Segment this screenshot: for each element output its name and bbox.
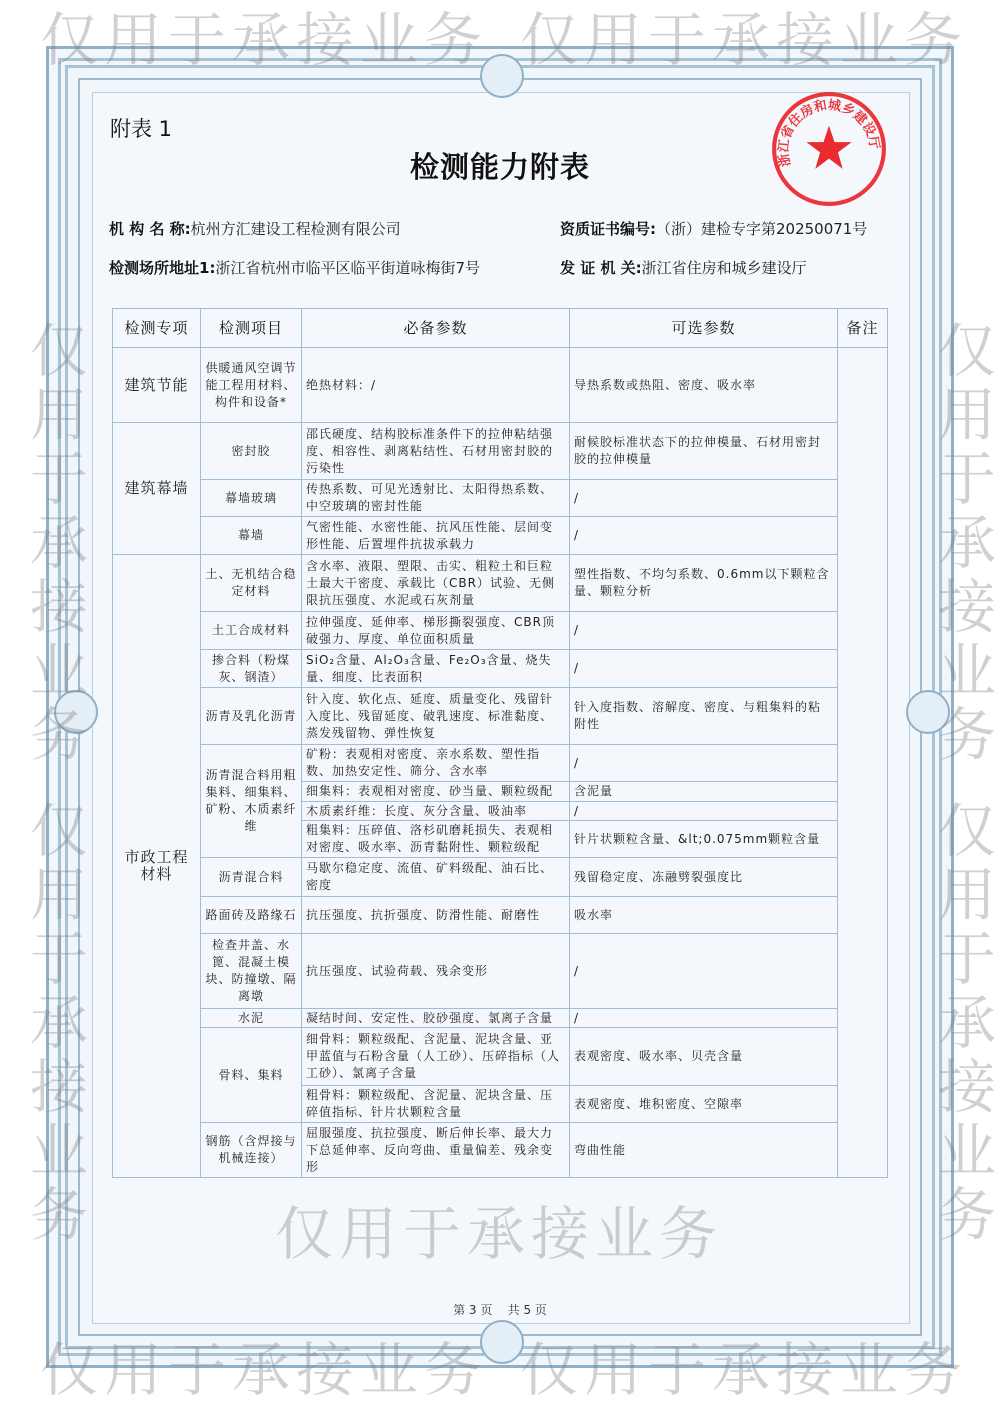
table-row xyxy=(113,480,888,517)
cert-number xyxy=(560,218,867,239)
optional-params-cell: / xyxy=(570,517,838,555)
col-header-optional: 可选参数 xyxy=(570,309,838,348)
required-params-cell: 马歇尔稳定度、流值、矿料级配、油石比、密度 xyxy=(302,858,570,897)
watermark-text: 仅用于承接业务 xyxy=(40,6,489,74)
table-header xyxy=(113,309,888,348)
required-params-cell: 粗集料：压碎值、洛杉矶磨耗损失、表观相对密度、吸水率、沥青黏附性、颗粒级配 xyxy=(302,821,570,858)
required-params-cell: 绝热材料：/ xyxy=(302,348,570,423)
required-params-cell: 拉伸强度、延伸率、梯形撕裂强度、CBR顶破强力、厚度、单位面积质量 xyxy=(302,612,570,650)
item-cell: 供暖通风空调节能工程用材料、构件和设备* xyxy=(201,348,302,423)
watermark-text: 仅用于承接业务 xyxy=(20,320,88,768)
org-value: 杭州方汇建设工程检测有限公司 xyxy=(190,220,401,238)
ornament-icon xyxy=(480,1320,524,1364)
item-cell: 钢筋（含焊接与机械连接） xyxy=(201,1123,302,1178)
capability-table xyxy=(112,308,888,1178)
table-row xyxy=(113,650,888,688)
table-row xyxy=(113,934,888,1009)
optional-params-cell: 残留稳定度、冻融劈裂强度比 xyxy=(570,858,838,897)
watermark-text: 仅用于承接业务 xyxy=(520,6,969,74)
org-name xyxy=(109,218,401,239)
item-cell: 路面砖及路缘石 xyxy=(201,897,302,934)
required-params-cell: 邵氏硬度、结构胶标准条件下的拉伸粘结强度、相容性、剥离粘结性、石材用密封胶的污染性 xyxy=(302,423,570,480)
category-cell: 建筑节能 xyxy=(113,348,201,423)
ornament-icon xyxy=(54,690,98,734)
table-row xyxy=(113,517,888,555)
appendix-label: 附表 1 xyxy=(110,117,173,141)
issuer xyxy=(560,257,807,278)
table-row xyxy=(113,688,888,745)
table-row xyxy=(113,348,888,423)
optional-params-cell: / xyxy=(570,650,838,688)
table-row xyxy=(113,1009,888,1028)
address xyxy=(109,257,480,278)
ornament-icon xyxy=(906,690,950,734)
item-cell: 土工合成材料 xyxy=(201,612,302,650)
page-number: 第 3 页 xyxy=(453,1303,493,1317)
optional-params-cell: / xyxy=(570,802,838,821)
col-header-remarks: 备注 xyxy=(838,309,888,348)
optional-params-cell: 弯曲性能 xyxy=(570,1123,838,1178)
addr-label: 检测场所地址1: xyxy=(109,259,216,277)
optional-params-cell: 表观密度、吸水率、贝壳含量 xyxy=(570,1028,838,1086)
required-params-cell: 凝结时间、安定性、胶砂强度、氯离子含量 xyxy=(302,1009,570,1028)
optional-params-cell: 塑性指数、不均匀系数、0.6mm以下颗粒含量、颗粒分析 xyxy=(570,555,838,612)
item-cell: 沥青混合料用粗集料、细集料、矿粉、木质素纤维 xyxy=(201,745,302,858)
item-cell: 沥青混合料 xyxy=(201,858,302,897)
table-row xyxy=(113,897,888,934)
optional-params-cell: 表观密度、堆积密度、空隙率 xyxy=(570,1086,838,1123)
cert-label: 资质证书编号: xyxy=(560,220,656,238)
required-params-cell: 细骨料：颗粒级配、含泥量、泥块含量、亚甲蓝值与石粉含量（人工砂）、压碎指标（人工砂）、氯离子含量 xyxy=(302,1028,570,1086)
category-cell: 建筑幕墙 xyxy=(113,423,201,555)
optional-params-cell: 含泥量 xyxy=(570,782,838,802)
watermark-text: 仅用于承接业务 xyxy=(275,1200,724,1268)
required-params-cell: 抗压强度、试验荷载、残余变形 xyxy=(302,934,570,1009)
item-cell: 掺合料（粉煤灰、钢渣） xyxy=(201,650,302,688)
item-cell: 沥青及乳化沥青 xyxy=(201,688,302,745)
required-params-cell: 细集料：表观相对密度、砂当量、颗粒级配 xyxy=(302,782,570,802)
watermark-text: 仅用于承接业务 xyxy=(40,1336,489,1404)
optional-params-cell: 针入度指数、溶解度、密度、与粗集料的粘附性 xyxy=(570,688,838,745)
watermark-text: 仅用于承接业务 xyxy=(20,800,88,1248)
seal-text: 浙江省住房和城乡建设厅 xyxy=(776,98,882,168)
optional-params-cell: 针片状颗粒含量、&lt;0.075mm颗粒含量 xyxy=(570,821,838,858)
required-params-cell: 粗骨料：颗粒级配、含泥量、泥块含量、压碎值指标、针片状颗粒含量 xyxy=(302,1086,570,1123)
table-row xyxy=(113,1028,888,1086)
org-label: 机 构 名 称: xyxy=(109,220,191,238)
item-cell: 土、无机结合稳定材料 xyxy=(201,555,302,612)
optional-params-cell: / xyxy=(570,1009,838,1028)
optional-params-cell: / xyxy=(570,934,838,1009)
optional-params-cell: / xyxy=(570,612,838,650)
col-header-category: 检测专项 xyxy=(113,309,201,348)
addr-value: 浙江省杭州市临平区临平街道咏梅街7号 xyxy=(215,259,480,277)
required-params-cell: 抗压强度、抗折强度、防滑性能、耐磨性 xyxy=(302,897,570,934)
col-header-required: 必备参数 xyxy=(302,309,570,348)
table-row xyxy=(113,1123,888,1178)
optional-params-cell: 吸水率 xyxy=(570,897,838,934)
required-params-cell: 木质素纤维：长度、灰分含量、吸油率 xyxy=(302,802,570,821)
table-row xyxy=(113,555,888,612)
page-total: 共 5 页 xyxy=(507,1303,547,1317)
watermark-text: 仅用于承接业务 xyxy=(928,800,996,1248)
ornament-icon xyxy=(480,54,524,98)
page-title: 检测能力附表 xyxy=(409,150,590,184)
page-footer xyxy=(0,1301,1000,1318)
issuer-label: 发 证 机 关: xyxy=(560,259,642,277)
category-cell: 市政工程材料 xyxy=(113,555,201,1178)
optional-params-cell: 耐候胶标准状态下的拉伸模量、石材用密封胶的拉伸模量 xyxy=(570,423,838,480)
item-cell: 幕墙 xyxy=(201,517,302,555)
required-params-cell: 针入度、软化点、延度、质量变化、残留针入度比、残留延度、破乳速度、标准黏度、蒸发残留物、弹性恢复 xyxy=(302,688,570,745)
watermark-text: 仅用于承接业务 xyxy=(928,320,996,768)
required-params-cell: 气密性能、水密性能、抗风压性能、层间变形性能、后置埋件抗拔承载力 xyxy=(302,517,570,555)
cert-value: （浙）建检专字第20250071号 xyxy=(656,220,868,238)
required-params-cell: 屈服强度、抗拉强度、断后伸长率、最大力下总延伸率、反向弯曲、重量偏差、残余变形 xyxy=(302,1123,570,1178)
table-row xyxy=(113,423,888,480)
item-cell: 密封胶 xyxy=(201,423,302,480)
optional-params-cell: 导热系数或热阻、密度、吸水率 xyxy=(570,348,838,423)
optional-params-cell: / xyxy=(570,745,838,782)
item-cell: 检查井盖、水篦、混凝土模块、防撞墩、隔离墩 xyxy=(201,934,302,1009)
required-params-cell: 传热系数、可见光透射比、太阳得热系数、中空玻璃的密封性能 xyxy=(302,480,570,517)
item-cell: 水泥 xyxy=(201,1009,302,1028)
table-row xyxy=(113,745,888,782)
item-cell: 骨料、集料 xyxy=(201,1028,302,1123)
table-row xyxy=(113,612,888,650)
issuer-value: 浙江省住房和城乡建设厅 xyxy=(641,259,807,277)
col-header-item: 检测项目 xyxy=(201,309,302,348)
watermark-text: 仅用于承接业务 xyxy=(520,1336,969,1404)
optional-params-cell: / xyxy=(570,480,838,517)
required-params-cell: 矿粉：表观相对密度、亲水系数、塑性指数、加热安定性、筛分、含水率 xyxy=(302,745,570,782)
required-params-cell: 含水率、液限、塑限、击实、粗粒土和巨粒土最大干密度、承载比（CBR）试验、无侧限抗压强度、水泥或石灰剂量 xyxy=(302,555,570,612)
remarks-cell xyxy=(838,348,888,1178)
required-params-cell: SiO₂含量、Al₂O₃含量、Fe₂O₃含量、烧失量、细度、比表面积 xyxy=(302,650,570,688)
item-cell: 幕墙玻璃 xyxy=(201,480,302,517)
table-row xyxy=(113,858,888,897)
